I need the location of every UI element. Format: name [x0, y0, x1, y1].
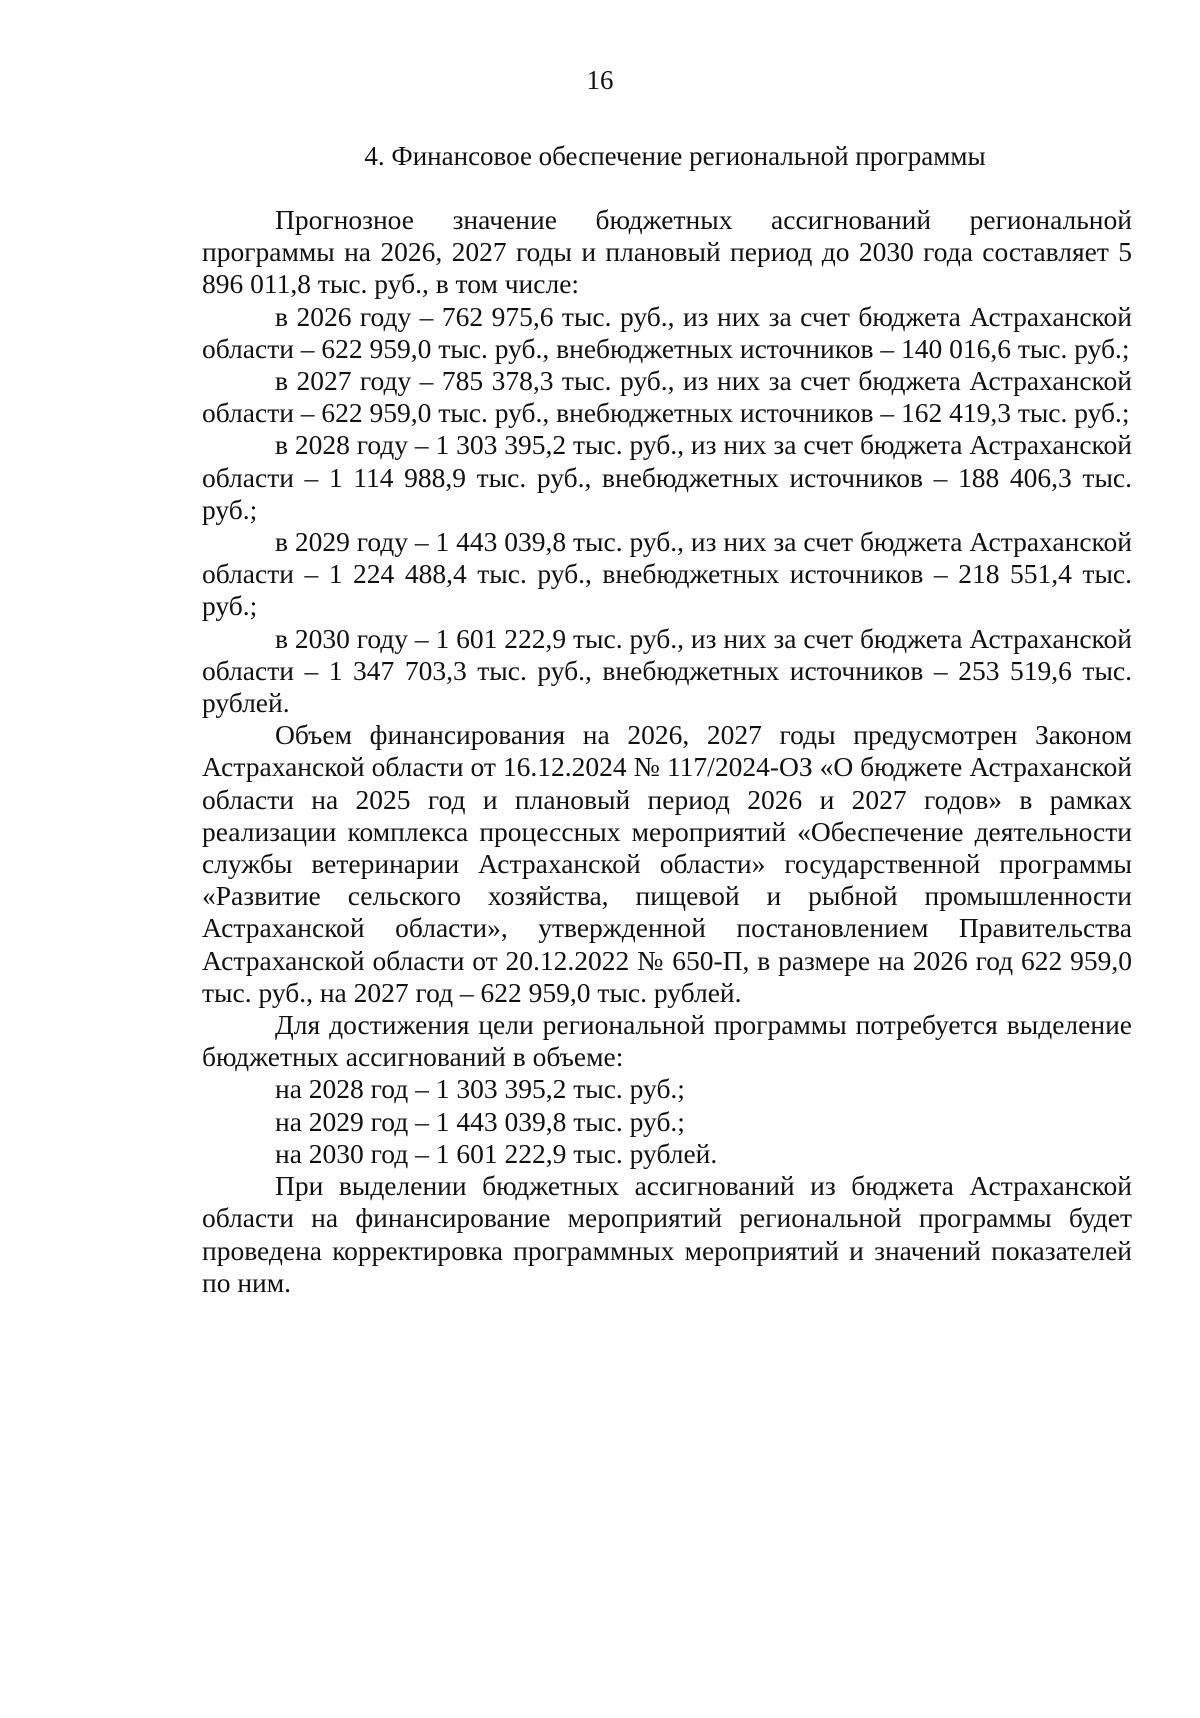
paragraph-2027: в 2027 году – 785 378,3 тыс. руб., из них за счет бюджета Астраханской области – 622 959,0 тыс. руб., внебюджетных источников – 162 419,3 тыс. руб.;	[202, 365, 1132, 429]
paragraph-funding-law: Объем финансирования на 2026, 2027 годы предусмотрен Законом Астраханской области от 16.12.2024 № 117/2024-ОЗ «О бюджете Астраханской области на 2025 год и плановый период 2026 и 2027 годов» в рамках реализации комплекса процессных мероприятий «Обеспечение деятельности службы ветеринарии Астраханской области» государственной программы «Развитие сельского хозяйства, пищевой и рыбной промышленности Астраханской области», утвержденной постановлением Правительства Астраханской области от 20.12.2022 № 650-П, в размере на 2026 год 622 959,0 тыс. руб., на 2027 год – 622 959,0 тыс. рублей.	[202, 719, 1132, 1008]
paragraph-goal-allocation: Для достижения цели региональной программы потребуется выделение бюджетных ассигнований в объеме:	[202, 1009, 1132, 1073]
page-number: 16	[586, 65, 614, 95]
paragraph-intro: Прогнозное значение бюджетных ассигнований региональной программы на 2026, 2027 годы и плановый период до 2030 года составляет 5 896 011,8 тыс. руб., в том числе:	[202, 204, 1132, 300]
paragraph-2030: в 2030 году – 1 601 222,9 тыс. руб., из них за счет бюджета Астраханской области – 1 347 703,3 тыс. руб., внебюджетных источников – 253 519,6 тыс. рублей.	[202, 622, 1132, 719]
document-body	[202, 204, 1132, 1299]
list-item-2029: на 2029 год – 1 443 039,8 тыс. руб.;	[275, 1105, 685, 1137]
paragraph-2028: в 2028 году – 1 303 395,2 тыс. руб., из них за счет бюджета Астраханской области – 1 114 988,9 тыс. руб., внебюджетных источников – 188 406,3 тыс. руб.;	[202, 429, 1132, 525]
list-item-2028: на 2028 год – 1 303 395,2 тыс. руб.;	[275, 1073, 685, 1105]
list-item-2030: на 2030 год – 1 601 222,9 тыс. рублей.	[275, 1137, 718, 1169]
paragraph-adjustment: При выделении бюджетных ассигнований из бюджета Астраханской области на финансирование мероприятий региональной программы будет проведена корректировка программных мероприятий и значений показателей по ним.	[202, 1170, 1132, 1298]
section-title: 4. Финансовое обеспечение региональной программы	[364, 141, 986, 171]
paragraph-2026: в 2026 году – 762 975,6 тыс. руб., из них за счет бюджета Астраханской области – 622 959,0 тыс. руб., внебюджетных источников – 140 016,6 тыс. руб.;	[202, 300, 1132, 364]
paragraph-2029: в 2029 году – 1 443 039,8 тыс. руб., из них за счет бюджета Астраханской области – 1 224 488,4 тыс. руб., внебюджетных источников – 218 551,4 тыс. руб.;	[202, 526, 1132, 622]
